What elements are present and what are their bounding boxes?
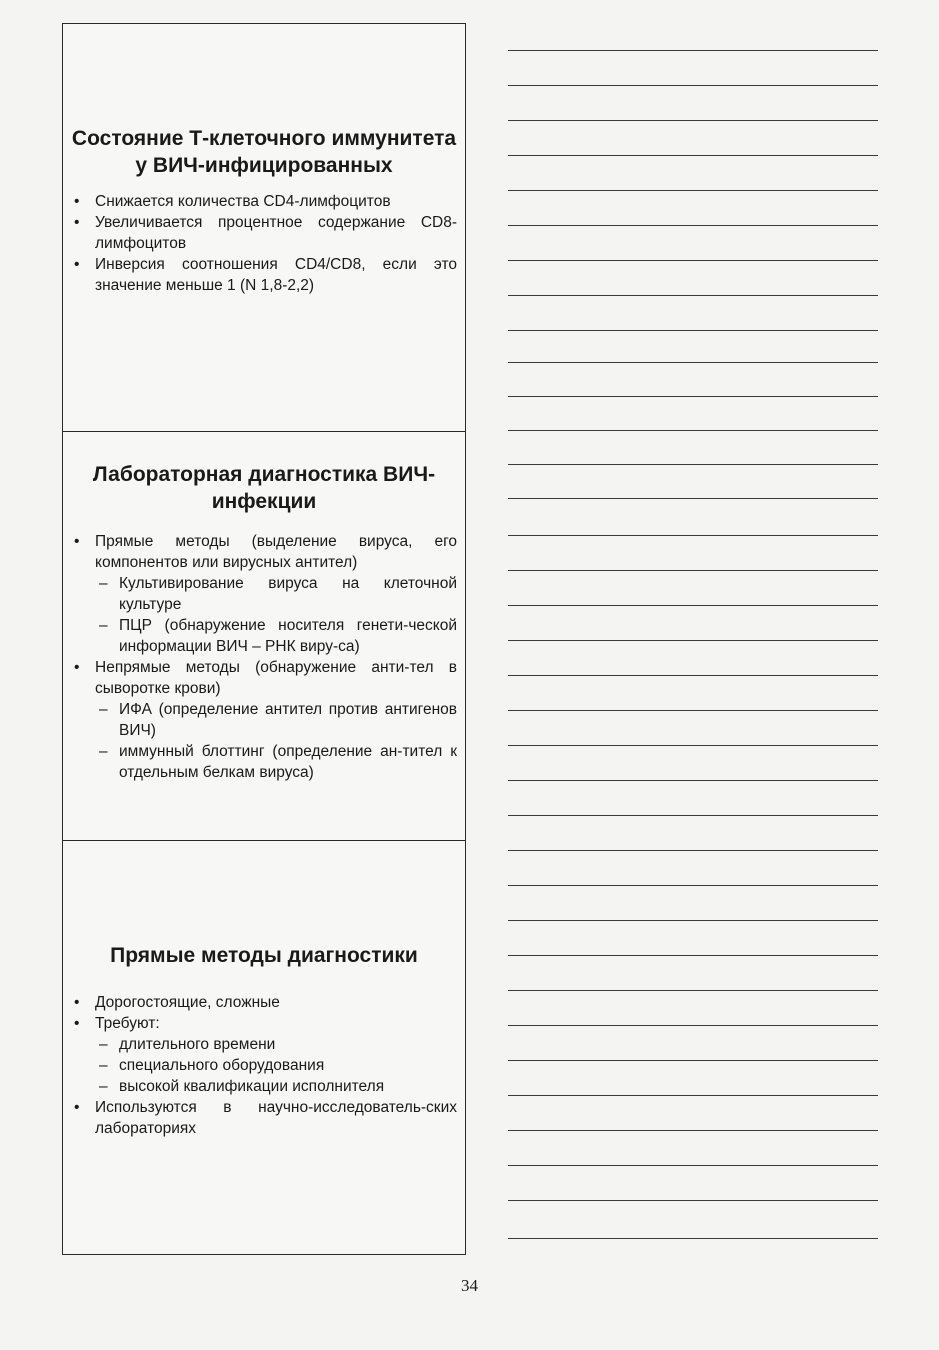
note-line (508, 396, 878, 397)
sub-list-item: – ИФА (определение антител против антигенов ВИЧ) (95, 699, 457, 741)
notes-lines (508, 0, 878, 1260)
slide-title (71, 942, 457, 969)
note-line (508, 675, 878, 676)
list-item: • Дорогостоящие, сложные (71, 992, 457, 1013)
sub-list-item: – высокой квалификации исполнителя (95, 1076, 457, 1097)
list-item (71, 1013, 457, 1097)
note-line (508, 1238, 878, 1239)
note-line (508, 1060, 878, 1061)
note-line (508, 362, 878, 363)
note-line (508, 1165, 878, 1166)
list-item: • Увеличивается процентное содержание CD8-лимфоцитов (71, 212, 457, 254)
note-line (508, 640, 878, 641)
sub-list (95, 699, 457, 783)
note-line (508, 955, 878, 956)
note-line (508, 605, 878, 606)
note-line (508, 745, 878, 746)
note-line (508, 850, 878, 851)
note-line (508, 1095, 878, 1096)
slide-title (71, 125, 457, 179)
note-line (508, 815, 878, 816)
slide-title-text: Прямые методы диагностики (110, 944, 418, 967)
slide-title-text: Лабораторная диагностика ВИЧ-инфекции (92, 463, 436, 513)
list-item (71, 657, 457, 783)
note-line (508, 464, 878, 465)
sub-list-item: – ПЦР (обнаружение носителя генети-ческой информации ВИЧ – РНК виру-са) (95, 615, 457, 657)
bullet-list (71, 191, 457, 296)
note-line (508, 1200, 878, 1201)
note-line (508, 885, 878, 886)
note-line (508, 498, 878, 499)
note-line (508, 1130, 878, 1131)
note-line (508, 1025, 878, 1026)
list-item-text: Непрямые методы (обнаружение анти-тел в сыворотке крови) (95, 659, 457, 697)
list-item: • Инверсия соотношения CD4/CD8, если это значение меньше 1 (N 1,8-2,2) (71, 254, 457, 296)
note-line (508, 430, 878, 431)
sub-list-item: – иммунный блоттинг (определение ан-тител к отдельным белкам вируса) (95, 741, 457, 783)
note-line (508, 710, 878, 711)
note-line (508, 155, 878, 156)
note-line (508, 330, 878, 331)
slide-lab-diagnostics (63, 431, 465, 841)
note-line (508, 780, 878, 781)
note-line (508, 50, 878, 51)
list-item: • Используются в научно-исследователь-ских лабораториях (71, 1097, 457, 1139)
slide-title (71, 461, 457, 515)
page-number: 34 (461, 1276, 478, 1295)
note-line (508, 535, 878, 536)
sub-list-item: – Культивирование вируса на клеточной культуре (95, 573, 457, 615)
list-item (71, 531, 457, 657)
list-item-text: Прямые методы (выделение вируса, его компонентов или вирусных антител) (95, 533, 457, 571)
list-item-text: Требуют: (95, 1015, 160, 1032)
note-line (508, 295, 878, 296)
note-line (508, 920, 878, 921)
sub-list-item: – специального оборудования (95, 1055, 457, 1076)
bullet-list (71, 992, 457, 1139)
note-line (508, 190, 878, 191)
bullet-list (71, 531, 457, 783)
sub-list-item: – длительного времени (95, 1034, 457, 1055)
list-item: • Снижается количества CD4-лимфоцитов (71, 191, 457, 212)
note-line (508, 260, 878, 261)
sub-list (95, 1034, 457, 1097)
sub-list (95, 573, 457, 657)
slide-title-text: Состояние Т-клеточного иммунитета у ВИЧ-инфицированных (71, 127, 457, 177)
note-line (508, 85, 878, 86)
note-line (508, 120, 878, 121)
slides-frame (62, 23, 466, 1255)
note-line (508, 225, 878, 226)
note-line (508, 990, 878, 991)
note-line (508, 570, 878, 571)
slide-direct-methods (63, 840, 465, 1254)
slide-t-cell-immunity (63, 24, 465, 432)
